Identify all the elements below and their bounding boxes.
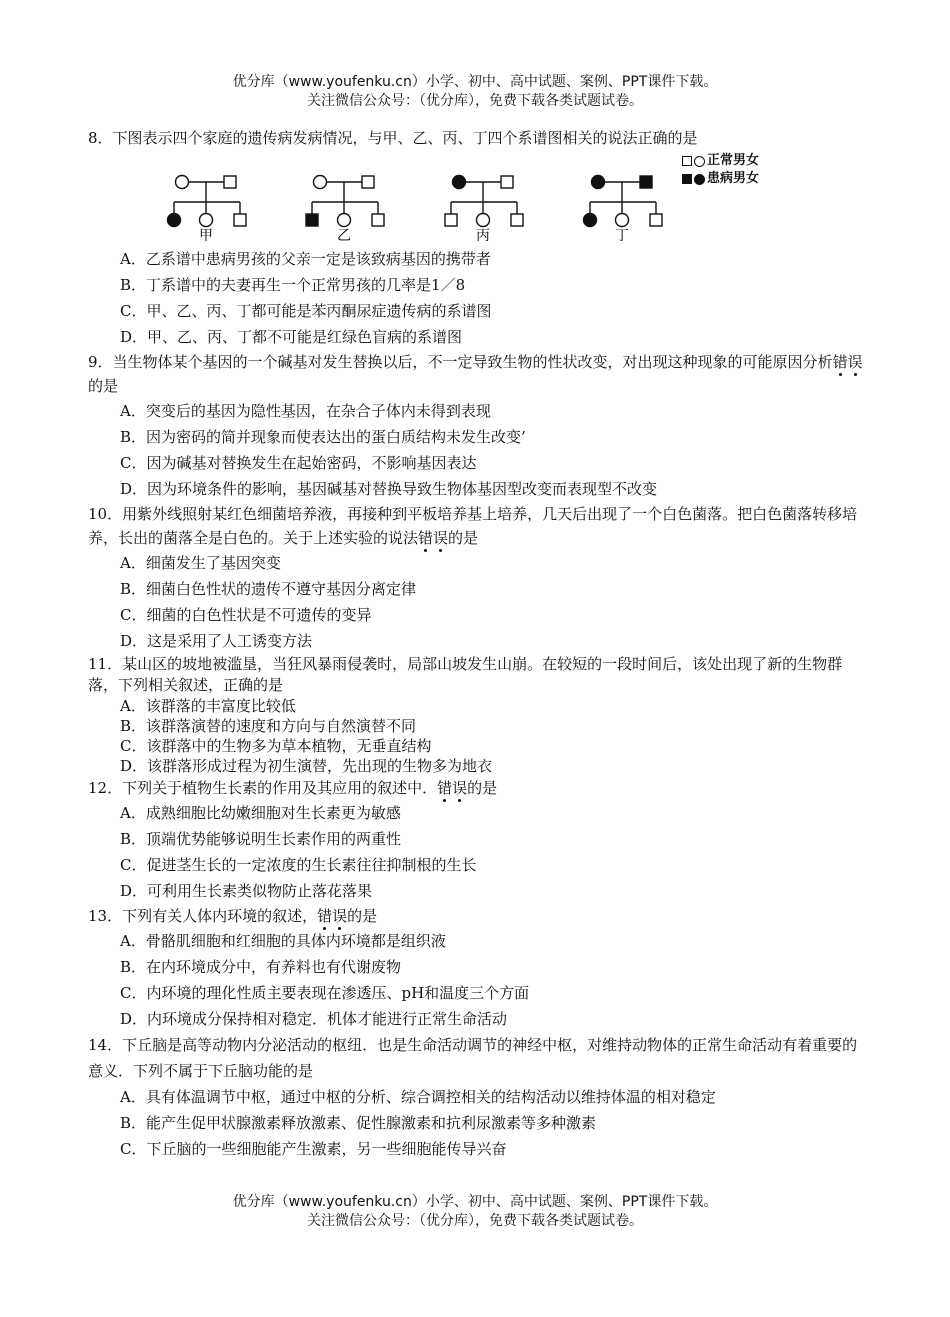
footer-line-2: 关注微信公众号：（优分库），免费下载各类试题试卷。 xyxy=(307,1213,643,1229)
pedigree-figure xyxy=(88,152,868,242)
question-8 xyxy=(88,126,868,350)
question-14-option-a: A．具有体温调节中枢，通过中枢的分析、综合调控相关的结构活动以维持体温的相对稳定 xyxy=(120,1088,716,1106)
question-11 xyxy=(88,654,868,776)
yi-father xyxy=(362,176,374,188)
affected-male-square-icon xyxy=(682,174,692,184)
question-14 xyxy=(88,1032,868,1162)
question-9-option-a: A．突变后的基因为隐性基因，在杂合子体内未得到表现 xyxy=(120,402,491,420)
page-header xyxy=(0,73,950,111)
legend-affected-label: 患病男女 xyxy=(707,171,760,186)
jia-mother xyxy=(176,176,189,189)
question-13-stem: 13．下列有关人体内环境的叙述，错误的是 xyxy=(88,907,378,925)
ding-daughter xyxy=(616,214,629,227)
question-12-option-c: C．促进茎生长的一定浓度的生长素往往抑制根的生长 xyxy=(120,856,477,874)
exam-content xyxy=(88,126,868,1162)
question-8-option-d: D．甲、乙、丙、丁都不可能是红绿色盲病的系谱图 xyxy=(120,328,463,346)
affected-female-circle-icon xyxy=(694,174,705,185)
jia-daughter xyxy=(200,214,213,227)
yi-mother xyxy=(314,176,327,189)
emphasis-char: 误 xyxy=(452,779,468,797)
emphasis-char: 错 xyxy=(832,353,848,371)
pedigree-ding xyxy=(584,176,663,227)
question-11-option-c: C．该群落中的生物多为草本植物，无垂直结构 xyxy=(120,737,432,755)
question-9-option-b: B．因为密码的简并现象而使表达出的蛋白质结构未发生改变’ xyxy=(120,428,526,446)
bing-affected-mother xyxy=(453,176,466,189)
question-11-option-d: D．该群落形成过程为初生演替，先出现的生物多为地衣 xyxy=(120,757,493,775)
bing-son-2 xyxy=(511,214,523,226)
legend-normal-label: 正常男女 xyxy=(707,153,760,168)
question-8-option-a: A．乙系谱中患病男孩的父亲一定是该致病基因的携带者 xyxy=(120,250,491,268)
jia-son xyxy=(234,214,246,226)
question-10-option-b: B．细菌白色性状的遗传不遵守基因分离定律 xyxy=(120,580,417,598)
question-8-option-b: B．丁系谱中的夫妻再生一个正常男孩的几率是1／8 xyxy=(120,276,466,294)
pedigree-yi xyxy=(306,176,384,227)
page-footer xyxy=(0,1193,950,1231)
bing-son-1 xyxy=(445,214,457,226)
question-9-stem: 9．当生物体某个基因的一个碱基对发生替换以后，不一定导致生物的性状改变，对出现这种现象的可能原因分析错误的是 xyxy=(88,353,863,395)
emphasis-char: 错 xyxy=(437,779,453,797)
question-14-option-b: B．能产生促甲状腺激素释放激素、促性腺激素和抗利尿激素等多种激素 xyxy=(120,1114,597,1132)
footer-line-1: 优分库（www.youfenku.cn）小学、初中、高中试题、案例、PPT课件下载。 xyxy=(232,1194,718,1210)
question-11-option-b: B．该群落演替的速度和方向与自然演替不同 xyxy=(120,717,417,735)
ding-affected-daughter xyxy=(584,214,597,227)
emphasis-char: 错 xyxy=(317,907,333,925)
question-10-option-c: C．细菌的白色性状是不可遗传的变异 xyxy=(120,606,372,624)
ding-affected-mother xyxy=(592,176,605,189)
emphasis-char: 误 xyxy=(433,529,449,547)
emphasis-char: 误 xyxy=(332,907,348,925)
question-13 xyxy=(88,904,868,1032)
question-13-option-c: C．内环境的理化性质主要表现在渗透压、pH和温度三个方面 xyxy=(120,984,530,1002)
question-10-stem: 10．用紫外线照射某红色细菌培养液，再接种到平板培养基上培养，几天后出现了一个白色菌落。把白色菌落转移培养，长出的菌落全是白色的。关于上述实验的说法错误的是 xyxy=(88,505,858,547)
question-9-option-c: C．因为碱基对替换发生在起始密码，不影响基因表达 xyxy=(120,454,477,472)
yi-daughter xyxy=(338,214,351,227)
pedigree-label-bing: 丙 xyxy=(476,228,490,242)
yi-son xyxy=(372,214,384,226)
question-11-stem: 11．某山区的坡地被滥垦，当狂风暴雨侵袭时，局部山坡发生山崩。在较短的一段时间后，该处出现了新的生物群落，下列相关叙述，正确的是 xyxy=(88,655,843,694)
question-12 xyxy=(88,776,868,904)
normal-female-circle-icon xyxy=(694,156,705,167)
question-13-option-b: B．在内环境成分中，有养料也有代谢废物 xyxy=(120,958,402,976)
question-8-option-c: C．甲、乙、丙、丁都可能是苯丙酮尿症遗传病的系谱图 xyxy=(120,302,492,320)
jia-father xyxy=(224,176,236,188)
question-10-option-d: D．这是采用了人工诱变方法 xyxy=(120,632,313,650)
header-line-2: 关注微信公众号：（优分库），免费下载各类试题试卷。 xyxy=(307,93,643,109)
emphasis-char: 错 xyxy=(418,529,434,547)
normal-male-square-icon xyxy=(682,156,692,166)
question-9 xyxy=(88,350,868,502)
bing-father xyxy=(501,176,513,188)
question-12-option-b: B．顶端优势能够说明生长素作用的两重性 xyxy=(120,830,402,848)
question-14-stem: 14．下丘脑是高等动物内分泌活动的枢纽．也是生命活动调节的神经中枢，对维持动物体的正常生命活动有着重要的意义．下列不属于下丘脑功能的是 xyxy=(88,1036,858,1080)
ding-affected-father xyxy=(640,176,652,188)
question-12-option-a: A．成熟细胞比幼嫩细胞对生长素更为敏感 xyxy=(120,804,401,822)
question-13-option-a: A．骨骼肌细胞和红细胞的具体内环境都是组织液 xyxy=(120,932,446,950)
pedigree-label-yi: 乙 xyxy=(337,228,351,242)
question-9-option-d: D．因为环境条件的影响，基因碱基对替换导致生物体基因型改变而表现型不改变 xyxy=(120,480,658,498)
pedigree-label-ding: 丁 xyxy=(615,228,629,242)
ding-son xyxy=(650,214,662,226)
pedigree-charts xyxy=(88,152,688,242)
question-8-stem: 8．下图表示四个家庭的遗传病发病情况，与甲、乙、丙、丁四个系谱图相关的说法正确的是 xyxy=(88,129,698,147)
pedigree-jia xyxy=(168,176,247,227)
emphasis-char: 误 xyxy=(847,353,863,371)
pedigree-legend xyxy=(682,152,759,188)
header-line-1: 优分库（www.youfenku.cn）小学、初中、高中试题、案例、PPT课件下载。 xyxy=(232,74,718,90)
question-12-option-d: D．可利用生长素类似物防止落花落果 xyxy=(120,882,373,900)
jia-affected-daughter xyxy=(168,214,181,227)
question-10-option-a: A．细菌发生了基因突变 xyxy=(120,554,281,572)
pedigree-bing xyxy=(445,176,523,227)
yi-affected-son xyxy=(306,214,318,226)
question-13-option-d: D．内环境成分保持相对稳定．机体才能进行正常生命活动 xyxy=(120,1010,508,1028)
question-11-option-a: A．该群落的丰富度比较低 xyxy=(120,697,296,715)
question-14-option-c: C．下丘脑的一些细胞能产生激素，另一些细胞能传导兴奋 xyxy=(120,1140,507,1158)
question-12-stem: 12．下列关于植物生长素的作用及其应用的叙述中．错误的是 xyxy=(88,779,498,797)
question-10 xyxy=(88,502,868,654)
bing-daughter xyxy=(477,214,490,227)
pedigree-label-jia: 甲 xyxy=(199,228,213,242)
legend-affected xyxy=(682,170,759,188)
legend-normal xyxy=(682,152,759,170)
